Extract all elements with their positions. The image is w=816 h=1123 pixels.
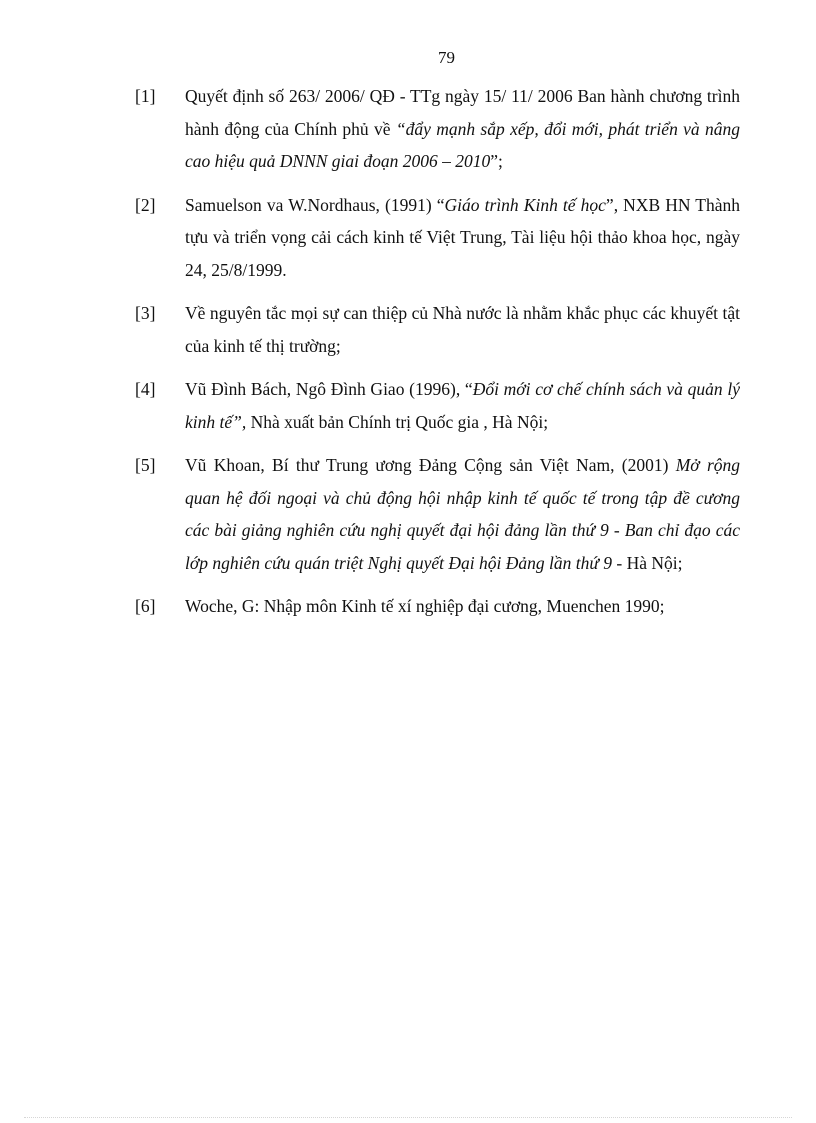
reference-text	[185, 449, 740, 579]
reference-text-part: Nhà xuất bản Chính trị Quốc gia , Hà Nội;	[246, 411, 549, 432]
reference-number: [6]	[135, 596, 156, 616]
reference-number: [5]	[135, 455, 156, 475]
reference-item	[135, 189, 740, 287]
reference-item	[135, 373, 740, 438]
reference-title-italic: “đẩy mạnh sắp xếp, đổi mới, phát triển và nâng cao hiệu quả DNNN giai đoạn 2006 – 2010	[185, 118, 741, 171]
reference-text-part: Vũ Đình Bách, Ngô Đình Giao (1996), “	[185, 379, 473, 399]
reference-text-part: ”;	[490, 151, 503, 171]
reference-item	[135, 297, 740, 362]
reference-text-part: Samuelson va W.Nordhaus, (1991) “	[185, 194, 445, 215]
reference-list	[135, 80, 740, 634]
reference-title-italic: Đổi mới cơ chế chính sách và quản lý kinh tế”,	[185, 379, 740, 432]
reference-text-part: Vũ Khoan, Bí thư Trung ương Đảng Cộng sản Việt Nam, (2001)	[185, 455, 676, 475]
page-number: 79	[438, 48, 455, 67]
reference-number: [2]	[135, 194, 156, 215]
reference-item	[135, 590, 740, 623]
reference-text	[185, 590, 740, 623]
reference-text	[185, 297, 740, 362]
reference-text	[185, 373, 740, 438]
reference-text	[185, 80, 740, 178]
reference-text-part: ”, NXB HN Thành tựu và triển vọng cải cách kinh tế Việt Trung, Tài liệu hội thảo khoa học, ngày 24, 25/8/1999.	[185, 194, 740, 280]
page-bottom-divider	[24, 1117, 792, 1118]
reference-item	[135, 80, 740, 178]
reference-number: [1]	[135, 86, 156, 106]
reference-title-italic: Mở rộng quan hệ đối ngoại và chủ động hội nhập kinh tế quốc tế trong tập đề cương các bài giảng nghiên cứu nghị quyết đại hội đảng lần thứ 9 - Ban chỉ đạo các lớp nghiên cứu quán triệt Nghị quyết Đại hội Đảng lần thứ 9	[185, 455, 740, 573]
reference-text	[185, 189, 740, 287]
reference-title-italic: Giáo trình Kinh tế học	[444, 194, 606, 215]
reference-number: [4]	[135, 379, 156, 399]
reference-text-part: Woche, G: Nhập môn Kinh tế xí nghiệp đại cương, Muenchen 1990;	[185, 596, 665, 616]
reference-item	[135, 449, 740, 579]
reference-text-part: - Hà Nội;	[612, 552, 683, 573]
reference-text-part: Quyết định số 263/ 2006/ QĐ - TTg ngày 15/ 11/ 2006 Ban hành chương trình hành động của Chính phủ về	[185, 86, 740, 139]
reference-text-part: Về nguyên tắc mọi sự can thiệp củ Nhà nước là nhằm khắc phục các khuyết tật của kinh tế thị trường;	[185, 303, 740, 356]
reference-number: [3]	[135, 303, 156, 323]
